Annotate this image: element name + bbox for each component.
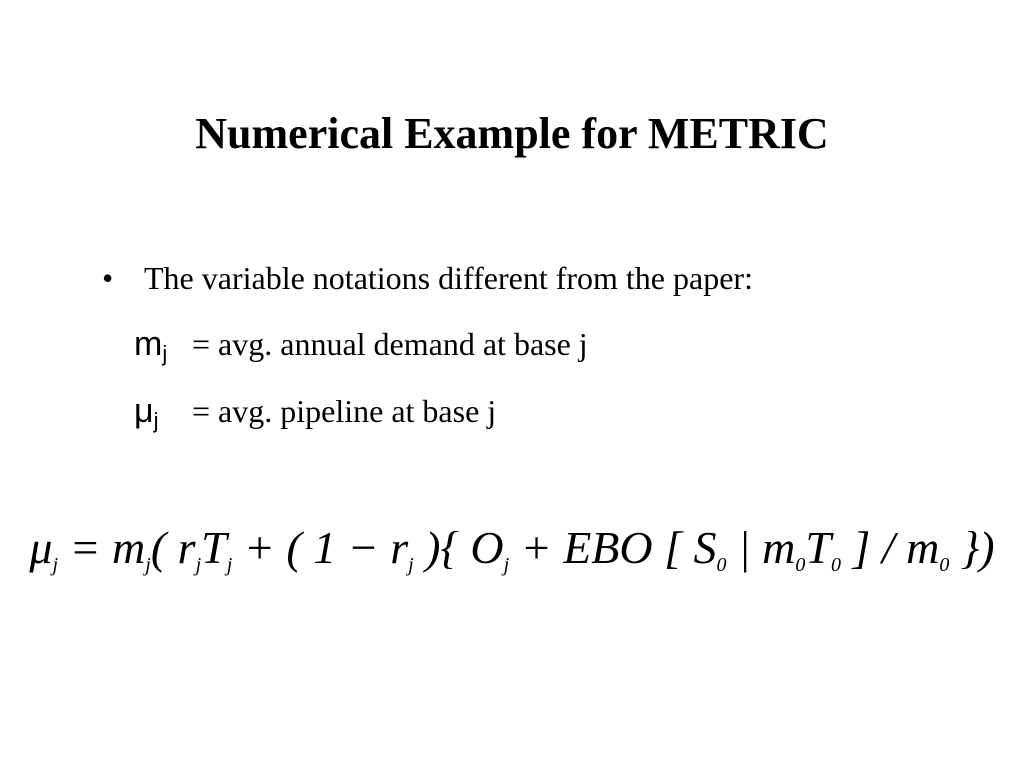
bullet-item bbox=[102, 258, 753, 298]
definition-text: = avg. annual demand at base j bbox=[192, 326, 588, 362]
definition-row bbox=[134, 391, 496, 441]
definition-symbol: $m_j$ bbox=[134, 325, 168, 366]
bullet-text: The variable notations different from the paper: bbox=[144, 260, 753, 296]
definition-row bbox=[134, 324, 588, 374]
definition-text: = avg. pipeline at base j bbox=[192, 393, 497, 429]
formula: $\mu_j = m_j$( $r_jT_j$ + ( $1 - r_j$ ){ $O_j$ + EBO [ $S_0$ | $m_0T_0$ ] / $m_0$ }) bbox=[29, 522, 995, 576]
slide-title: Numerical Example for METRIC bbox=[195, 109, 829, 158]
bullet-marker: • bbox=[102, 260, 114, 296]
definition-symbol: $\mu_j$ bbox=[134, 392, 159, 433]
